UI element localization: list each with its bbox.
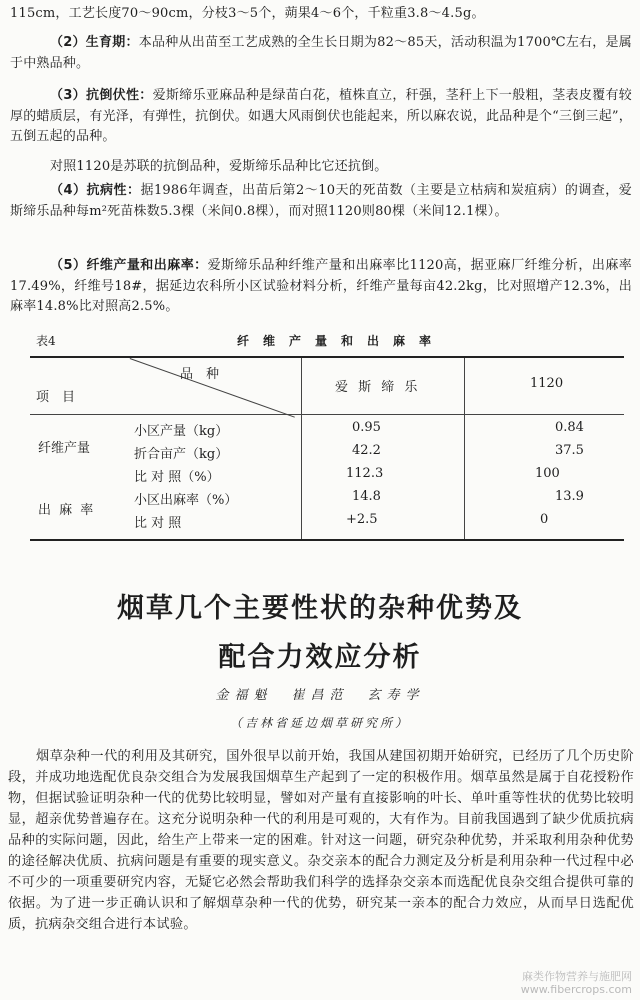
row-group-label: 出 麻 率 (38, 503, 96, 518)
row-label: 比 对 照（%） (134, 470, 220, 485)
header-column-b: 1120 (530, 376, 564, 391)
row-label: 比 对 照 (134, 516, 182, 531)
paragraph-growth-period (10, 33, 632, 74)
value-col-b: 0.84 (555, 420, 584, 435)
value-col-b: 13.9 (555, 489, 584, 504)
value-col-a: 42.2 (352, 443, 381, 458)
table-label: 表4 (36, 334, 56, 348)
header-variety: 品 种 (180, 367, 220, 382)
table-divider (464, 358, 465, 539)
paragraph-text: 爱斯缔乐亚麻品种是绿苗白花，植株直立，秆强，茎秆上下一般粗，茎表皮覆有较厚的蜡质层，有光泽，有弹性，抗倒伏。如遇大风雨倒伏也能起来，所以麻农说，此品种是个“三倒三起”，五倒五起的品种。 (10, 88, 632, 145)
paragraph-text: 115cm，工艺长度70～90cm，分枝3～5个，蒴果4～6个，千粒重3.8～4.5g。 (10, 6, 485, 21)
paragraph-text: 据1986年调查，出苗后第2～10天的死苗数（主要是立枯病和炭疽病）的调查，爱斯缔乐品种每m²死苗株数5.3棵（米间0.8棵），而对照1120则80棵（米间12.1棵）。 (10, 183, 632, 219)
table-divider (301, 358, 302, 539)
value-col-b: 0 (540, 512, 549, 527)
article-affiliation: （吉林省延边烟草研究所） (229, 716, 410, 730)
paragraph-intro (10, 4, 632, 25)
paragraph-control (10, 157, 632, 178)
section-heading: （5）纤维产量和出麻率： (50, 258, 208, 273)
article-body: 烟草杂种一代的利用及其研究，国外很早以前开始，我国从建国初期开始研究，已经历了几个历史阶段，并成功地选配优良杂交组合为发展我国烟草生产起到了一定的积极作用。烟草虽然是属于自花授粉作物，但据试验证明杂种一代的优势比较明显，譬如对产量有直接影响的叶长、单叶重等性状的优势比较明显，超亲优势普遍存在。这充分说明杂种一代的利用是可观的，大有作为。目前我国遇到了缺少优质抗病品种的实际问题，因此，给生产上带来一定的困难。针对这一问题，研究杂种优势，并采取利用杂种优势的途径解决优质、抗病问题是有重要的现实意义。杂交亲本的配合力测定及分析是利用杂种一代过程中必不可少的一项重要研究内容，无疑它必然会帮助我们科学的选择杂交亲本而选配优良杂交组合提供可靠的依据。为了进一步正确认识和了解烟草杂种一代的优势，研究某一亲本的配合力效应，从而早日选配优质，抗病杂交组合进行本试验。 (8, 749, 634, 932)
section-heading: （3）抗倒伏性： (50, 88, 153, 103)
row-label: 小区产量（kg） (134, 424, 229, 439)
section-heading: （4）抗病性： (50, 183, 141, 198)
watermark (521, 970, 632, 996)
paragraph-text: 对照1120是苏联的抗倒品种，爱斯缔乐品种比它还抗倒。 (50, 159, 388, 174)
value-col-a: +2.5 (346, 512, 378, 527)
fiber-yield-table (30, 356, 624, 541)
paragraph-lodging (10, 86, 632, 148)
table-title: 纤维产量和出麻率 (236, 334, 445, 348)
article-title-line2: 配合力效应分析 (218, 642, 422, 673)
paragraph-disease (10, 181, 632, 222)
table-divider (30, 414, 624, 415)
header-item: 项 目 (36, 390, 76, 405)
value-col-b: 100 (535, 466, 560, 481)
value-col-a: 112.3 (346, 466, 384, 481)
watermark-line2: www.fibercrops.com (520, 983, 632, 996)
value-col-a: 0.95 (352, 420, 381, 435)
row-label: 小区出麻率（%） (134, 493, 238, 508)
section-heading: （2）生育期： (50, 35, 139, 50)
paragraph-text: 爱斯缔乐品种纤维产量和出麻率比1120高，据亚麻厂纤维分析，出麻率17.49%，纤维号18#，据延边农科所小区试验材料分析，纤维产量每亩42.2kg，比对照增产12.3%，出麻率14.8%比对照高2.5%。 (10, 258, 632, 315)
paragraph-fiber-yield (10, 256, 632, 318)
row-group-label: 纤维产量 (38, 441, 91, 456)
article-title-line1: 烟草几个主要性状的杂种优势及 (117, 593, 523, 624)
value-col-a: 14.8 (352, 489, 381, 504)
row-label: 折合亩产（kg） (134, 447, 229, 462)
watermark-line1: 麻类作物营养与施肥网 (522, 970, 632, 983)
paragraph-text: 本品种从出苗至工艺成熟的全生长日期为82～85天，活动积温为1700℃左右，是属于中熟品种。 (10, 35, 632, 71)
value-col-b: 37.5 (555, 443, 584, 458)
header-column-a: 爱 斯 缔 乐 (335, 380, 421, 395)
article-authors: 金福魁 崔昌范 玄寿学 (215, 688, 425, 703)
